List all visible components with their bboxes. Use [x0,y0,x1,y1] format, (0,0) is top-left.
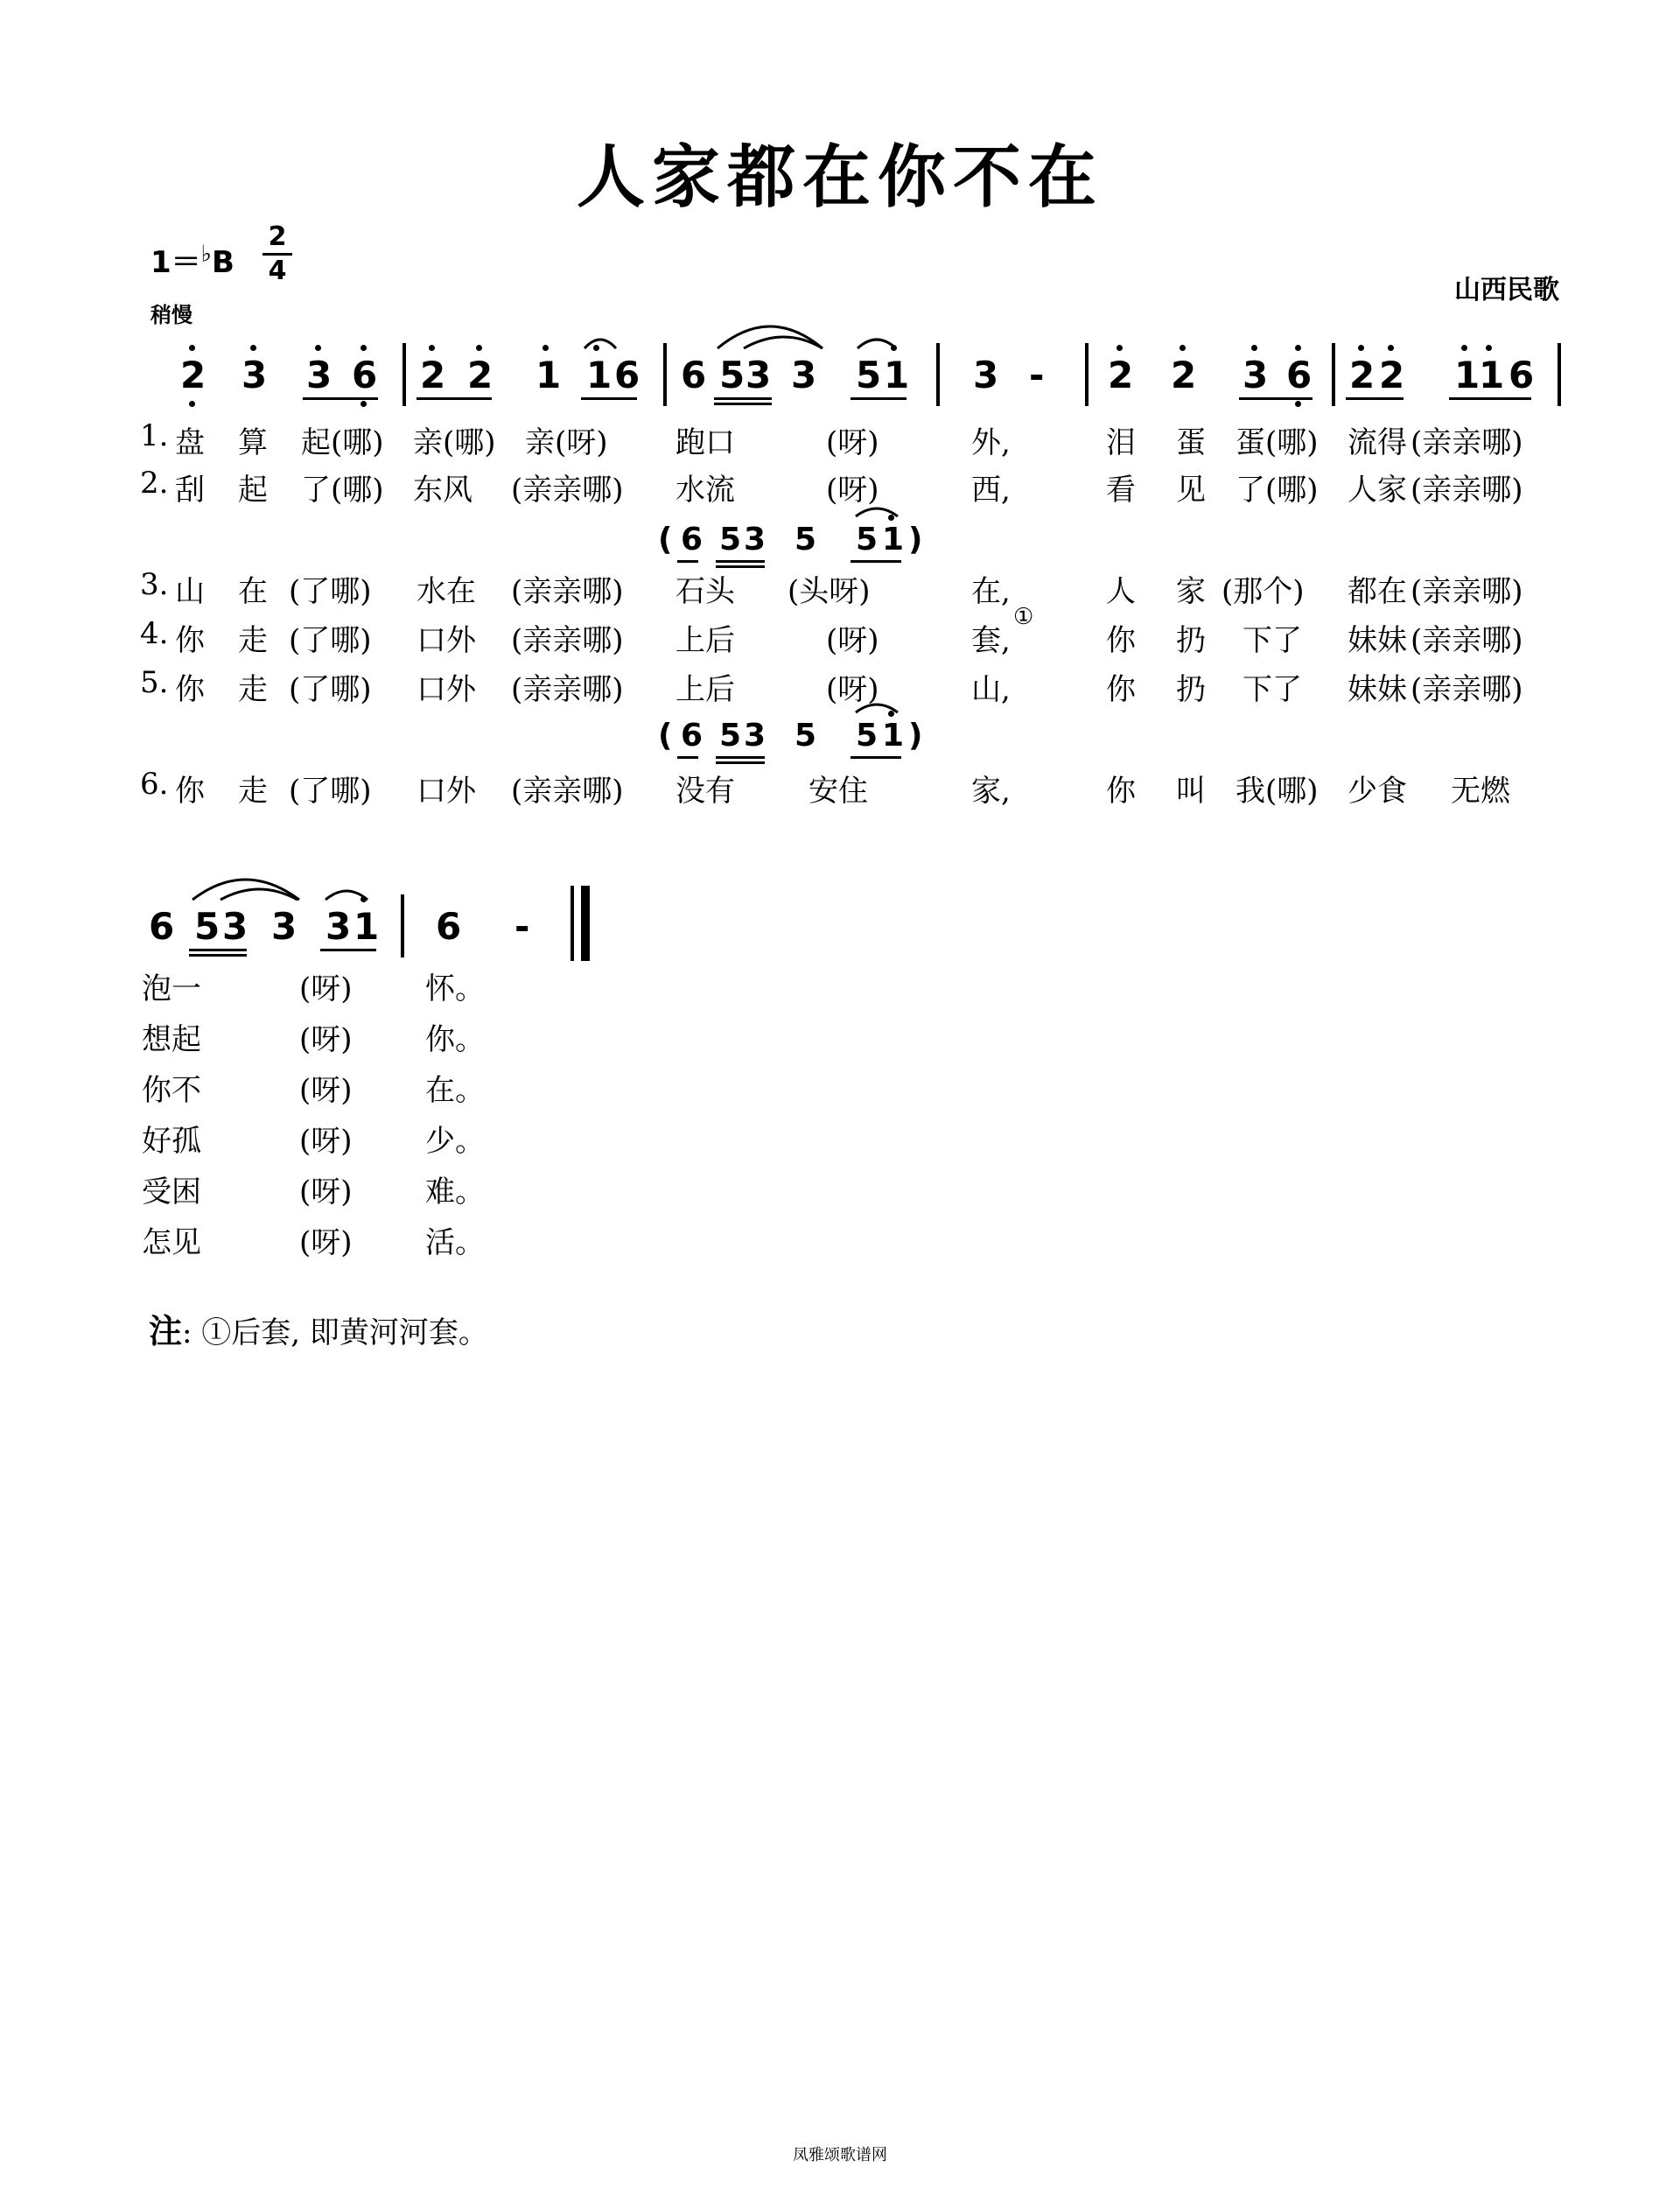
note: 1 [1454,354,1480,396]
song-title: 人家都在你不在 [576,138,1103,217]
note: 5 [856,522,878,558]
flat-sign: ♭ [200,241,212,268]
lyric: 你 [1106,774,1136,809]
note: 3 [1242,354,1269,396]
lyric: 山, [971,672,1011,707]
lyric: (亲亲哪) [511,574,624,609]
lyric: 上后 [676,623,735,658]
footnote-mark: ① [1013,604,1034,630]
lyric: 水在 [416,574,476,609]
lyric: (呀) [299,1175,353,1210]
lyric: (亲亲哪) [511,774,624,809]
lyric: 看 [1106,473,1136,508]
lyric: 跑口 [676,425,735,460]
time-signature-top: 2 [268,221,287,252]
lyric: (了哪) [289,672,372,707]
lyric: 口外 [416,672,476,707]
lyric: 蛋 [1176,425,1206,460]
lyric: 盘 [175,425,205,460]
lyric: 你。 [425,1022,485,1057]
key-note: B [211,245,234,280]
verse-number: 1. [140,418,169,453]
lyric: 叫 [1176,774,1206,809]
note: 6 [352,354,378,396]
lyric: 泪 [1106,425,1136,460]
lyric: 石头 [676,574,735,609]
lyric: (呀) [826,425,879,460]
lyric: 在 [238,574,268,609]
note: 1 [884,354,910,396]
footnote-text: : ①后套, 即黄河河套。 [182,1315,488,1350]
lyric: 流得 [1348,425,1407,460]
lyric: 人家 [1348,473,1407,508]
note: 2 [1349,354,1376,396]
note: 5 [856,354,882,396]
note: 1 [354,905,380,948]
note: 3 [791,354,817,396]
verse-number: 5. [140,665,169,700]
note: 2 [467,354,494,396]
lyric: (那个) [1222,574,1305,609]
song-origin: 山西民歌 [1454,275,1559,305]
lyric: 怎见 [142,1225,201,1260]
note: 6 [681,354,707,396]
lyric: (呀) [826,473,879,508]
lyric: (了哪) [289,574,372,609]
note: 2 [1108,354,1134,396]
lyric: (呀) [299,1022,353,1057]
lyric: (呀) [299,1073,353,1108]
lyric: (亲亲哪) [511,473,624,508]
lyric: (亲亲哪) [1410,473,1523,508]
tempo-marking: 稍慢 [150,303,192,327]
lyric: 泡一 [142,971,201,1006]
note: 6 [681,522,704,558]
note: 3 [746,354,772,396]
lyric: 没有 [676,774,735,809]
lyric: 你不 [142,1073,201,1108]
lyric: 受困 [142,1175,201,1210]
lyric: 都在 [1348,574,1407,609]
lyric: 水流 [676,473,735,508]
slur [326,891,368,900]
note: 3 [744,522,766,558]
lyric: 了(哪) [301,473,384,508]
lyric: 好孤 [142,1124,201,1159]
dash: - [1029,354,1045,396]
lyric: (呀) [299,971,353,1006]
note: 2 [1171,354,1197,396]
lyric: 我(哪) [1236,774,1319,809]
note: 5 [856,718,878,754]
slur [856,508,898,516]
dash: - [514,905,530,948]
lyric: 难。 [425,1175,485,1210]
lyric: 想起 [142,1022,201,1057]
paren-close: ) [908,718,923,754]
lyric: 扔 [1176,623,1206,658]
lyric: 起 [238,473,268,508]
footnote-label: 注 [149,1312,183,1350]
verse-number: 2. [140,466,169,501]
lyric: 你 [1106,623,1136,658]
time-signature-bottom: 4 [268,256,287,286]
note: 2 [180,354,206,396]
note: 5 [719,354,746,396]
lyric: 下了 [1242,623,1302,658]
lyric: 走 [238,672,268,707]
lyric: 家 [1176,574,1206,609]
note: 3 [973,354,999,396]
slur [856,705,898,712]
verse-number: 3. [140,567,169,602]
note: 5 [794,522,817,558]
lyric: 西, [971,473,1011,508]
lyric: 外, [971,425,1011,460]
lyric: (亲亲哪) [1410,574,1523,609]
lyric: 少。 [425,1124,485,1159]
note: 5 [794,718,817,754]
lyric: (亲亲哪) [511,623,624,658]
note: 1 [882,718,905,754]
lyric: (头呀) [788,574,871,609]
lyric: (亲亲哪) [511,672,624,707]
lyric: 套, [971,623,1011,658]
paren-open: ( [658,522,673,558]
paren-open: ( [658,718,673,754]
verse-number: 6. [140,767,169,802]
lyric: 见 [1176,473,1206,508]
note: 1 [882,522,905,558]
lyric: 安住 [808,774,868,809]
note: 2 [420,354,446,396]
lyric: 活。 [425,1225,485,1260]
note: 3 [744,718,766,754]
lyric: 下了 [1242,672,1302,707]
lyric: 算 [238,425,268,460]
note: 6 [614,354,640,396]
lyric: 亲(哪) [413,425,496,460]
lyric: (亲亲哪) [1410,425,1523,460]
lyric: 少食 [1348,774,1407,809]
lyric: 你 [175,672,205,707]
note: 6 [436,905,462,948]
lyric: 你 [175,774,205,809]
note: 3 [242,354,268,396]
lyric: 山 [175,574,205,609]
note: 6 [1508,354,1535,396]
lyric: 上后 [676,672,735,707]
lyric: (了哪) [289,623,372,658]
note: 6 [1286,354,1312,396]
lyric: 你 [175,623,205,658]
lyric: 刮 [175,473,205,508]
lyric: 蛋(哪) [1236,425,1319,460]
lyric: 妹妹 [1348,623,1407,658]
note: 3 [222,905,248,948]
lyric: 怀。 [425,971,485,1006]
lyric: 走 [238,623,268,658]
note: 1 [536,354,562,396]
note: 1 [586,354,612,396]
slur [858,340,896,348]
lyric: 走 [238,774,268,809]
paren-close: ) [908,522,923,558]
lyric: (呀) [826,623,879,658]
site-footer: 凤雅颂歌谱网 [793,2146,887,2164]
lyric: (呀) [826,672,879,707]
lyric: 你 [1106,672,1136,707]
note: 5 [194,905,220,948]
note: 2 [1379,354,1405,396]
lyric: 扔 [1176,672,1206,707]
lyric: 妹妹 [1348,672,1407,707]
lyric: (亲亲哪) [1410,623,1523,658]
key-prefix: 1＝ [150,245,201,280]
lyric: 口外 [416,623,476,658]
note: 5 [719,522,742,558]
note: 5 [719,718,742,754]
lyric: 人 [1106,574,1136,609]
note: 6 [681,718,704,754]
note: 3 [306,354,332,396]
note: 6 [149,905,175,948]
lyric: 起(哪) [301,425,384,460]
lyric: (亲亲哪) [1410,672,1523,707]
lyric: 了(哪) [1236,473,1319,508]
lyric: 在。 [425,1073,485,1108]
lyric: 口外 [416,774,476,809]
lyric: 东风 [413,473,472,508]
slur [584,340,616,348]
lyric: 家, [971,774,1011,809]
lyric: (了哪) [289,774,372,809]
lyric: 亲(呀) [525,425,608,460]
lyric: (呀) [299,1124,353,1159]
lyric: 无燃 [1451,774,1510,809]
note: 1 [1479,354,1505,396]
lyric: (呀) [299,1225,353,1260]
lyric: 在, [971,574,1011,609]
verse-number: 4. [140,616,169,651]
note: 3 [271,905,298,948]
note: 3 [326,905,352,948]
